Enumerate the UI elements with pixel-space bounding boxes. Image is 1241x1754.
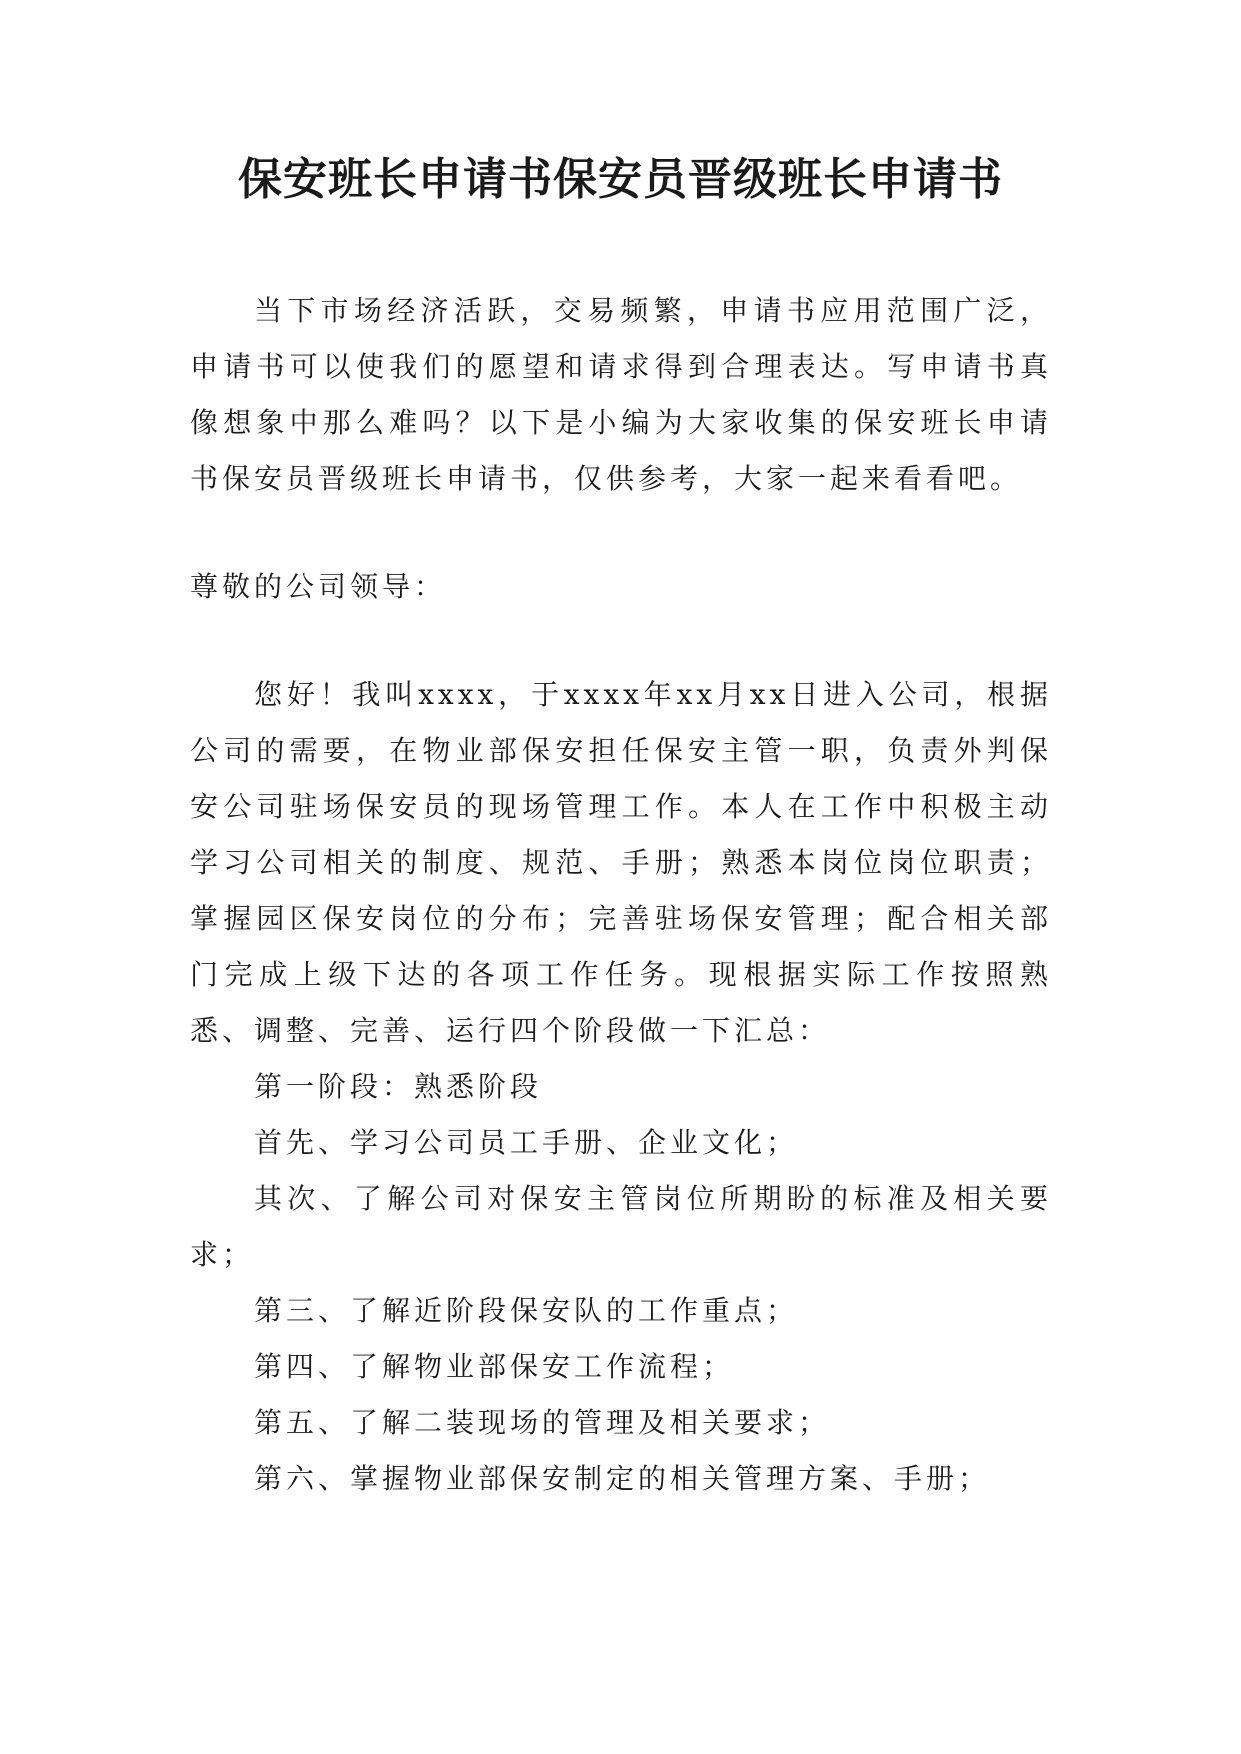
list-item: 第五、了解二装现场的管理及相关要求； [254,1406,831,1439]
body-paragraph: 您好！我叫xxxx，于xxxx年xx月xx日进入公司，根据公司的需要，在物业部保安担任保安主管一职，负责外判保安公司驻场保安员的现场管理工作。本人在工作中积极主动学习公司相关的制度、规范、手册；熟悉本岗位岗位职责；掌握园区保安岗位的分布；完善驻场保安管理；配合相关部门完成上级下达的各项工作任务。现根据实际工作按照熟悉、调整、完善、运行四个阶段做一下汇总： [190,678,1052,1047]
document-title: 保安班长申请书保安员晋级班长申请书 [238,154,1003,205]
salutation: 尊敬的公司领导： [190,570,447,603]
list-item: 第四、了解物业部保安工作流程； [254,1350,735,1383]
document-body [190,283,1052,1507]
list-item: 其次、了解公司对保安主管岗位所期盼的标准及相关要求； [190,1182,1052,1271]
intro-paragraph: 当下市场经济活跃，交易频繁，申请书应用范围广泛，申请书可以使我们的愿望和请求得到合理表达。写申请书真像想象中那么难吗？以下是小编为大家收集的保安班长申请书保安员晋级班长申请书，仅供参考，大家一起来看看吧。 [190,294,1052,495]
list-item: 第三、了解近阶段保安队的工作重点； [254,1294,799,1327]
stage-heading: 第一阶段：熟悉阶段 [254,1070,543,1103]
list-item: 首先、学习公司员工手册、企业文化； [254,1126,799,1159]
list-item: 第六、掌握物业部保安制定的相关管理方案、手册； [254,1462,991,1495]
